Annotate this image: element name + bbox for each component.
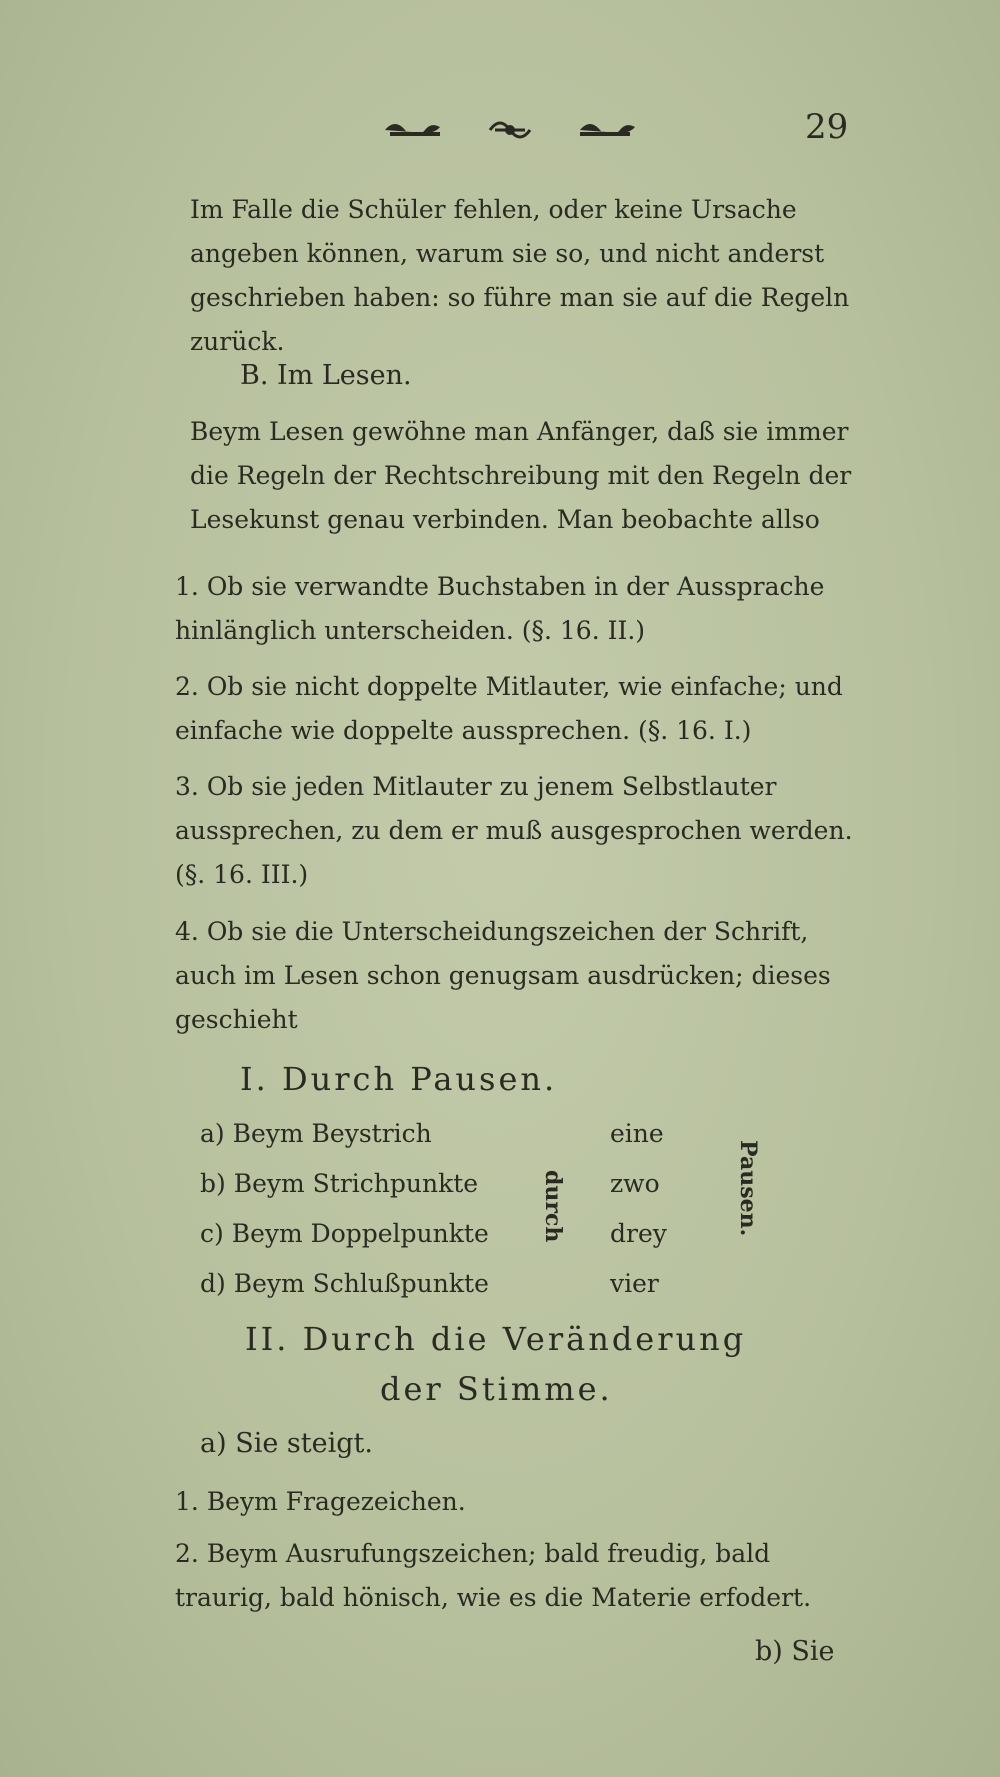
subheading-a: a) Sie steigt.	[200, 1428, 373, 1459]
list-item-number: 1.	[175, 1487, 199, 1516]
vertical-label-pausen: Pausen.	[735, 1140, 761, 1237]
pause-count: zwo	[610, 1169, 660, 1198]
list-item-text: Ob sie die Unterscheidungszeichen der Schrift, auch im Lesen schon genugsam ausdrücken; dieses geschieht	[175, 917, 831, 1034]
list-item	[175, 1532, 865, 1620]
stimme-heading: II. Durch die Veränderung	[245, 1320, 747, 1358]
section-heading-lesen: B. Im Lesen.	[240, 360, 412, 391]
page-header	[0, 105, 1000, 155]
list-item-text: Ob sie nicht doppelte Mitlauter, wie einfache; und einfache wie doppelte aussprechen. (§. 16. I.)	[175, 672, 843, 745]
catchword: b) Sie	[755, 1636, 835, 1667]
pause-row	[200, 1112, 760, 1156]
pause-count: drey	[610, 1219, 667, 1248]
list-item-text: Beym Ausrufungszeichen; bald freudig, bald traurig, bald hönisch, wie es die Materie erfodert.	[175, 1539, 812, 1612]
list-item-text: Ob sie jeden Mitlauter zu jenem Selbstlauter aussprechen, zu dem er muß ausgesprochen werden. (§. 16. III.)	[175, 772, 853, 889]
intro-paragraph: Im Falle die Schüler fehlen, oder keine Ursache angeben können, warum sie so, und nicht anderst geschrieben haben: so führe man sie auf die Regeln zurück.	[190, 195, 850, 356]
pause-row	[200, 1212, 760, 1256]
pause-label: b) Beym Strichpunkte	[200, 1169, 479, 1198]
list-item	[175, 565, 865, 653]
pause-count: vier	[610, 1269, 659, 1298]
list-item	[175, 910, 865, 1042]
pause-row	[200, 1262, 760, 1306]
pause-label: a) Beym Beystrich	[200, 1119, 432, 1148]
pause-label: c) Beym Doppelpunkte	[200, 1219, 489, 1248]
list-item-text: Beym Fragezeichen.	[206, 1487, 466, 1516]
vertical-label-durch: durch	[540, 1170, 566, 1243]
list-item	[175, 665, 865, 753]
pause-label: d) Beym Schlußpunkte	[200, 1269, 489, 1298]
list-item-number: 1.	[175, 572, 199, 601]
list-item-number: 2.	[175, 1539, 199, 1568]
list-item-number: 2.	[175, 672, 199, 701]
list-item-text: Ob sie verwandte Buchstaben in der Aussprache hinlänglich unterscheiden. (§. 16. II.)	[175, 572, 825, 645]
pause-row	[200, 1162, 760, 1206]
list-item	[175, 1480, 865, 1524]
list-item-number: 3.	[175, 772, 199, 801]
list-item	[175, 765, 865, 897]
stimme-heading-line2: der Stimme.	[380, 1370, 613, 1408]
lesen-intro-paragraph: Beym Lesen gewöhne man Anfänger, daß sie immer die Regeln der Rechtschreibung mit den Regeln der Lesekunst genau verbinden. Man beobachte allso	[190, 417, 852, 534]
page-number: 29	[805, 107, 849, 147]
pause-count: eine	[610, 1119, 664, 1148]
list-item-number: 4.	[175, 917, 199, 946]
ornament-icon	[380, 115, 640, 145]
pausen-heading: I. Durch Pausen.	[240, 1060, 558, 1098]
